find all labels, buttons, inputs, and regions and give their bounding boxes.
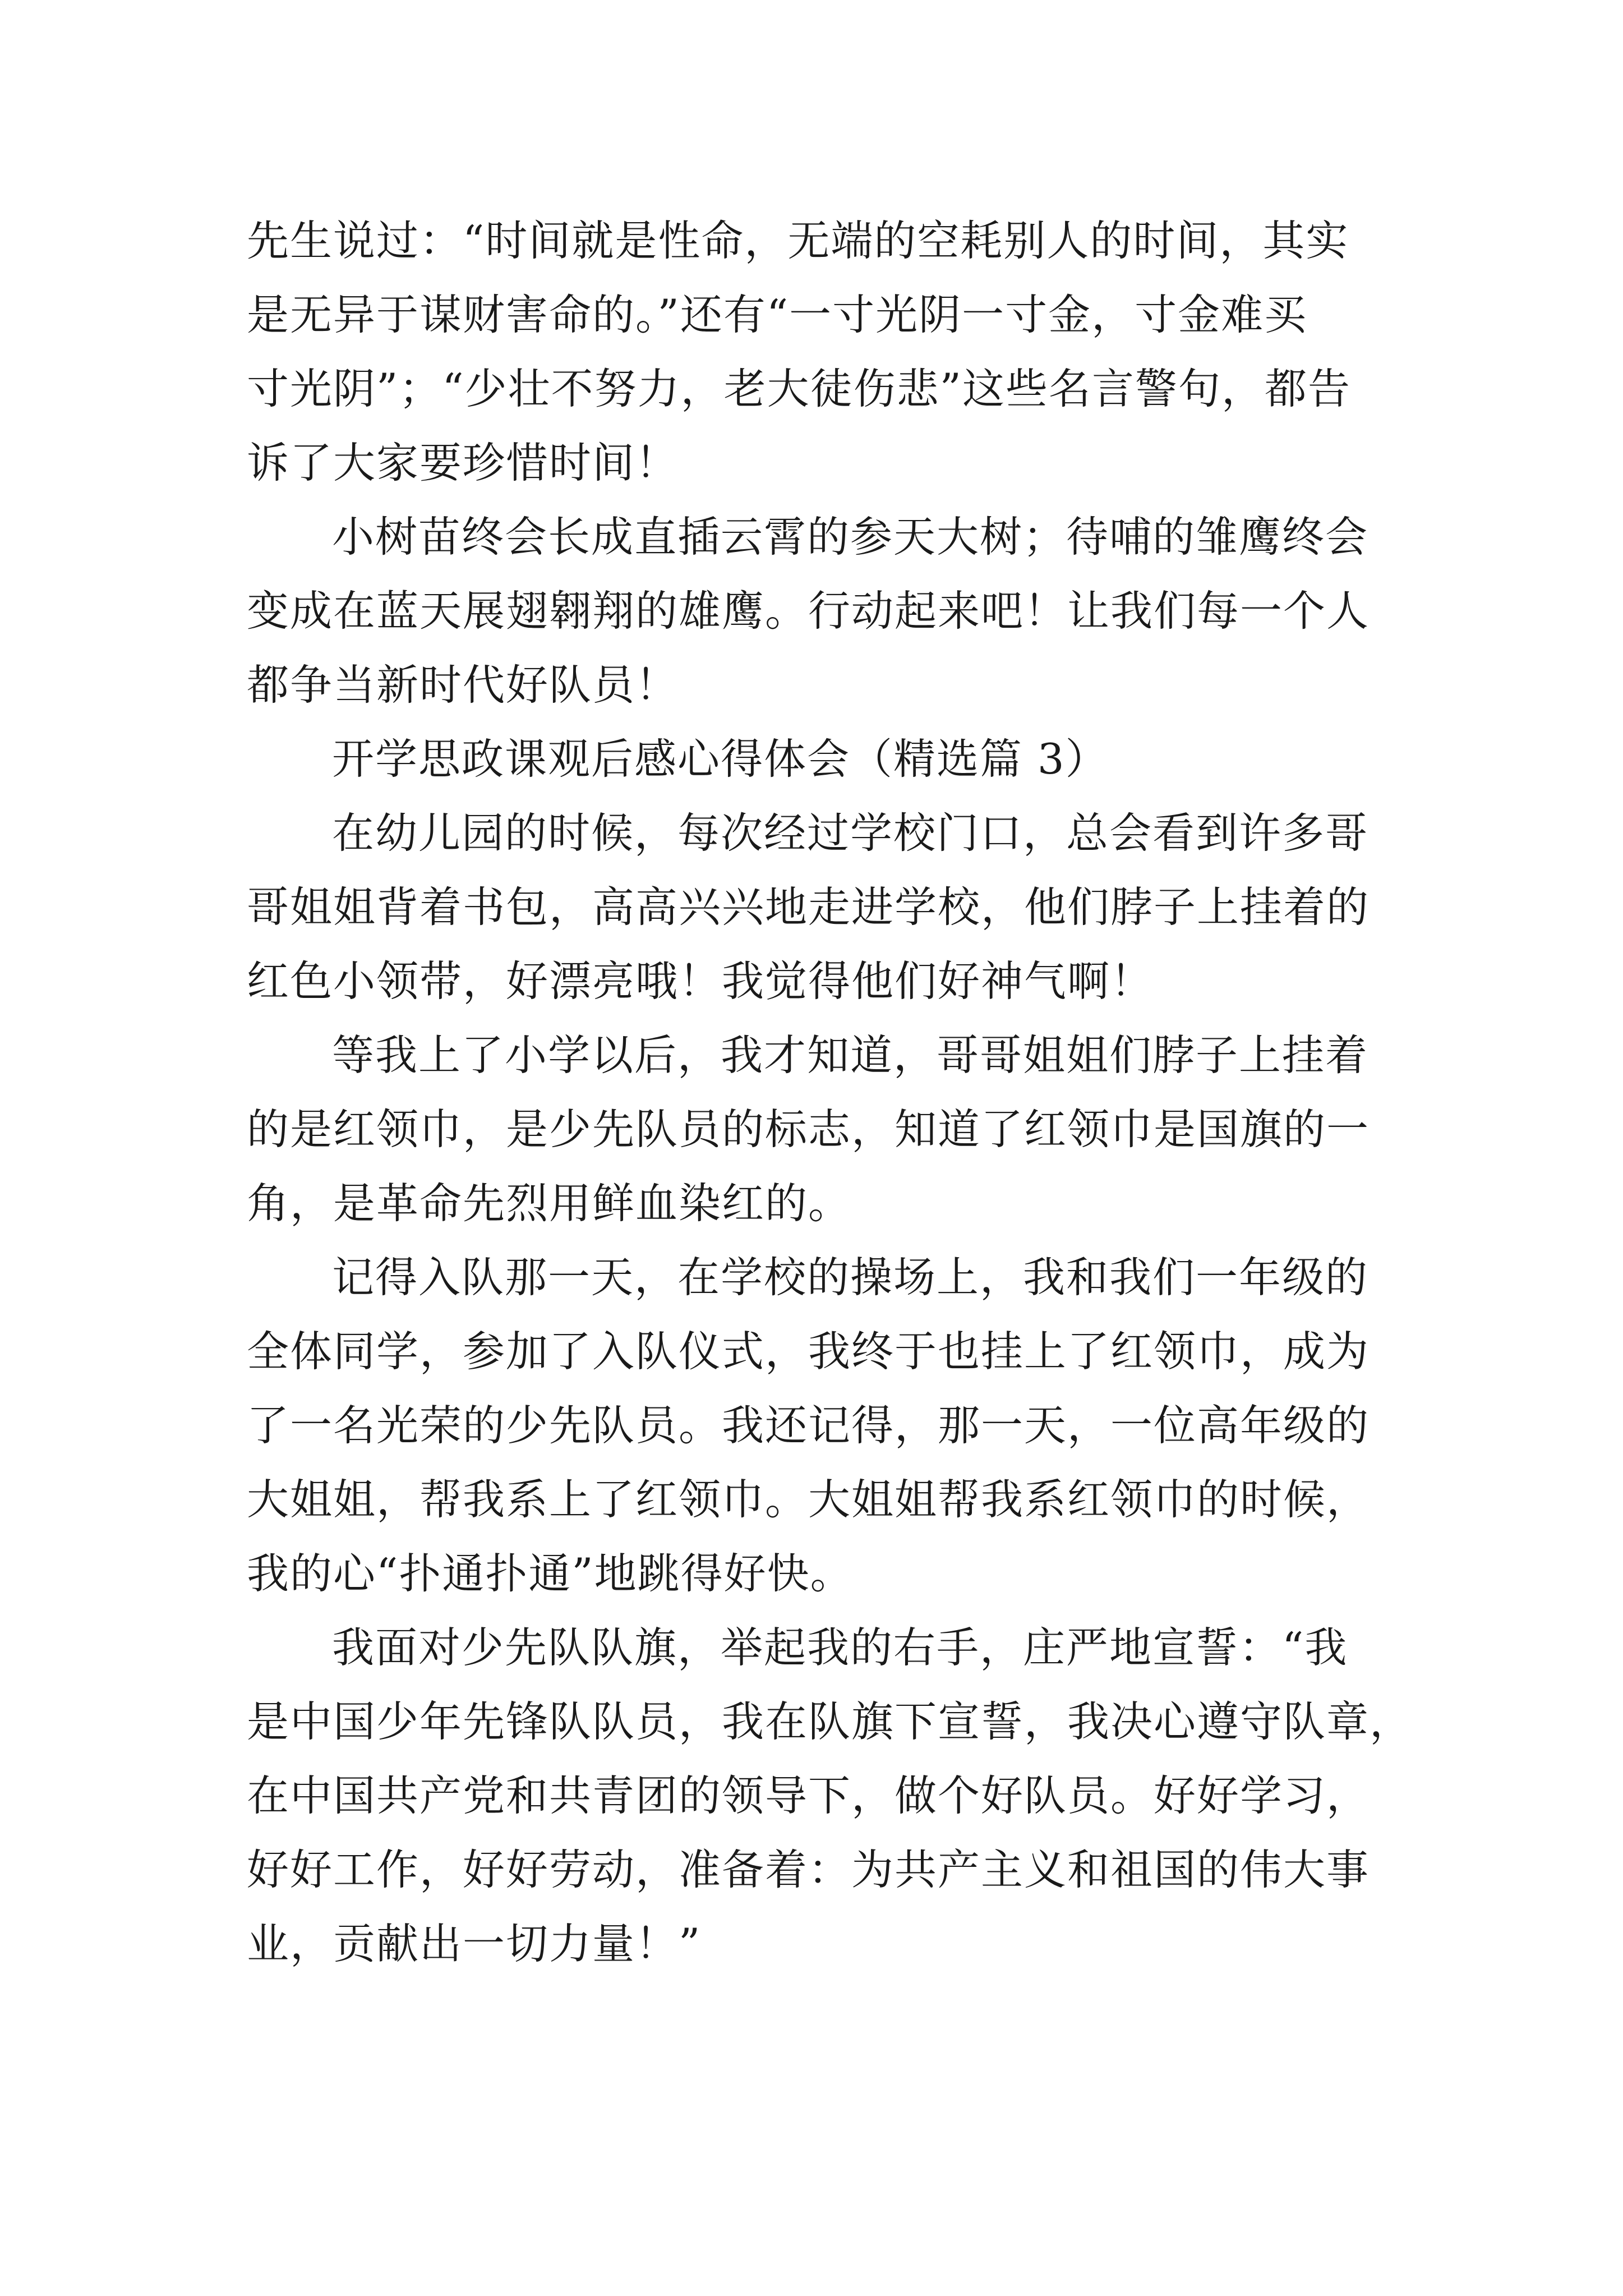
text-line: 全体同学，参加了入队仪式，我终于也挂上了红领巾，成为 [247,1327,1370,1376]
text-line: 先生说过：“时间就是性命，无端的空耗别人的时间，其实 [247,216,1349,265]
text-line: 了一名光荣的少先队员。我还记得，那一天，一位高年级的 [247,1401,1370,1450]
text-line: 是中国少年先锋队队员，我在队旗下宣誓，我决心遵守队章， [247,1697,1413,1746]
text-line: 等我上了小学以后，我才知道，哥哥姐姐们脖子上挂着 [332,1030,1369,1080]
text-line: 角，是革命先烈用鲜血染红的。 [247,1179,852,1228]
text-line: 在中国共产党和共青团的领导下，做个好队员。好好学习， [247,1771,1370,1820]
text-line: 都争当新时代好队员！ [247,660,679,710]
text-line: 记得入队那一天，在学校的操场上，我和我们一年级的 [332,1253,1369,1302]
text-line: 寸光阴”；“少壮不努力，老大徒伤悲”这些名言警句，都告 [247,364,1352,413]
text-line: 业，贡献出一切力量！” [247,1919,702,1968]
text-line: 诉了大家要珍惜时间！ [247,438,679,487]
text-line: 变成在蓝天展翅翱翔的雄鹰。行动起来吧！让我们每一个人 [247,586,1370,636]
text-line: 是无异于谋财害命的。”还有“一寸光阴一寸金，寸金难买 [247,290,1308,339]
text-line: 大姐姐，帮我系上了红领巾。大姐姐帮我系红领巾的时候， [247,1475,1370,1524]
text-line: 红色小领带，好漂亮哦！我觉得他们好神气啊！ [247,956,1154,1006]
text-line: 小树苗终会长成直插云霄的参天大树；待哺的雏鹰终会 [332,512,1369,562]
text-line: 哥姐姐背着书包，高高兴兴地走进学校，他们脖子上挂着的 [247,882,1370,932]
text-line: 我面对少先队队旗，举起我的右手，庄严地宣誓：“我 [332,1623,1348,1672]
text-line: 在幼儿园的时候，每次经过学校门口，总会看到许多哥 [332,808,1369,858]
document-body [247,204,1413,1981]
text-line: 的是红领巾，是少先队员的标志，知道了红领巾是国旗的一 [247,1105,1370,1154]
text-line: 我的心“扑通扑通”地跳得好快。 [247,1549,854,1598]
text-line: 好好工作，好好劳动，准备着：为共产主义和祖国的伟大事 [247,1845,1370,1894]
text-line: 开学思政课观后感心得体会（精选篇 3） [332,734,1109,784]
